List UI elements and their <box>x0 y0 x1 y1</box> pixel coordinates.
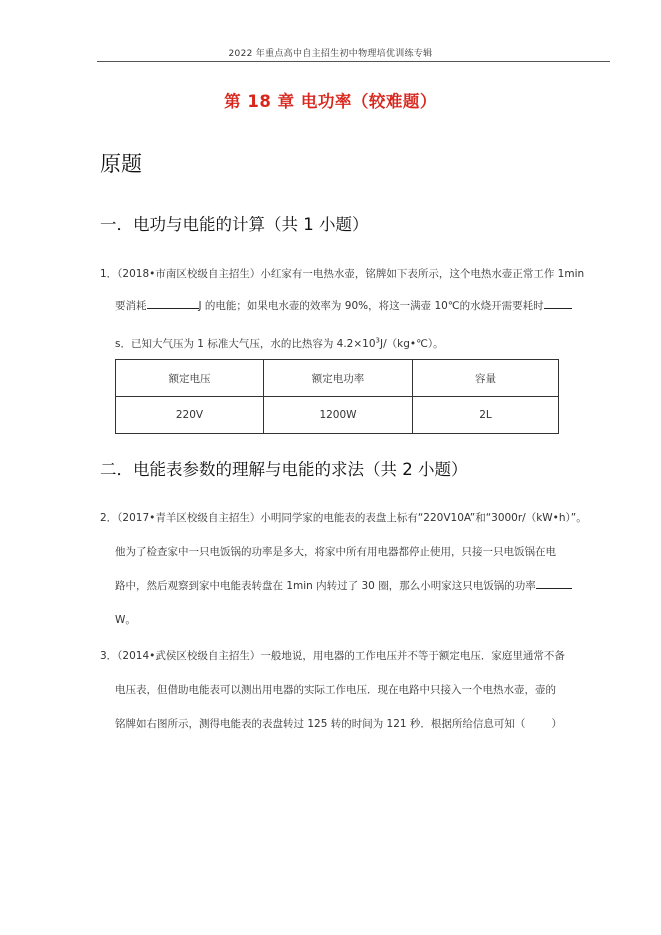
q3-line-3-close: ） <box>551 718 562 730</box>
table-cell: 220V <box>116 397 264 434</box>
chapter-title: 第 18 章 电功率（较难题） <box>224 92 437 111</box>
q3-line-1: 3．（2014•武侯区校级自主招生）一般地说，用电器的工作电压并不等于额定电压．家庭里通常不备 <box>100 650 565 662</box>
q2-line-3-text: 路中，然后观察到家中电能表转盘在 1min 内转过了 30 圈，那么小明家这只电饭锅的功率 <box>115 580 536 592</box>
section-title-2: 二．电能表参数的理解与电能的求法（共 2 小题） <box>100 460 468 479</box>
table-row <box>116 397 559 434</box>
original-title: 原题 <box>100 152 142 176</box>
q3-line-3 <box>115 716 562 731</box>
table-cell: 2L <box>413 397 559 434</box>
q2-line-1: 2．（2017•青羊区校级自主招生）小明同学家的电能表的表盘上标有“220V10A”和“3000r/（kW•h）”。 <box>100 512 587 524</box>
table-header-cell: 额定电功率 <box>264 360 413 397</box>
q1-line-2 <box>115 298 572 313</box>
q3-line-2: 电压表，但借助电能表可以测出用电器的实际工作电压．现在电路中只接入一个电热水壶，壶的 <box>115 684 556 696</box>
q2-line-4: W。 <box>115 614 136 626</box>
nameplate-table <box>115 359 559 434</box>
q1-line-1: 1．（2018•市南区校级自主招生）小红家有一电热水壶，铭牌如下表所示，这个电热水壶正常工作 1min <box>100 268 585 280</box>
q1-answer-blank-1[interactable] <box>147 298 199 309</box>
q3-line-3-text: 铭牌如右图所示，测得电能表的表盘转过 125 转的时间为 121 秒．根据所给信息可知（ <box>115 718 526 730</box>
section-title-1: 一．电功与电能的计算（共 1 小题） <box>100 215 369 234</box>
q2-line-2: 他为了检查家中一只电饭锅的功率是多大，将家中所有用电器都停止使用，只接一只电饭锅在电 <box>115 546 556 558</box>
q1-line-3 <box>115 336 444 351</box>
header-title: 2022 年重点高中自主招生初中物理培优训练专辑 <box>228 49 433 59</box>
q1-line-3-end: J/（kg•℃）。 <box>380 338 444 350</box>
q1-line-3-start: s．已知大气压为 1 标准大气压，水的比热容为 4.2×10 <box>115 338 376 350</box>
table-header-cell: 容量 <box>413 360 559 397</box>
q1-answer-blank-2[interactable] <box>544 298 572 309</box>
q1-line-2-end: J 的电能；如果电水壶的效率为 90%，将这一满壶 10℃的水烧开需要耗时 <box>198 300 544 312</box>
q2-answer-blank[interactable] <box>536 578 572 589</box>
table-header-cell: 额定电压 <box>116 360 264 397</box>
q1-exponent: 3 <box>375 336 380 345</box>
table-header-row <box>116 360 559 397</box>
q1-line-2-start: 要消耗 <box>115 300 147 312</box>
header-divider <box>97 61 610 62</box>
q2-line-3 <box>115 578 572 593</box>
table-cell: 1200W <box>264 397 413 434</box>
